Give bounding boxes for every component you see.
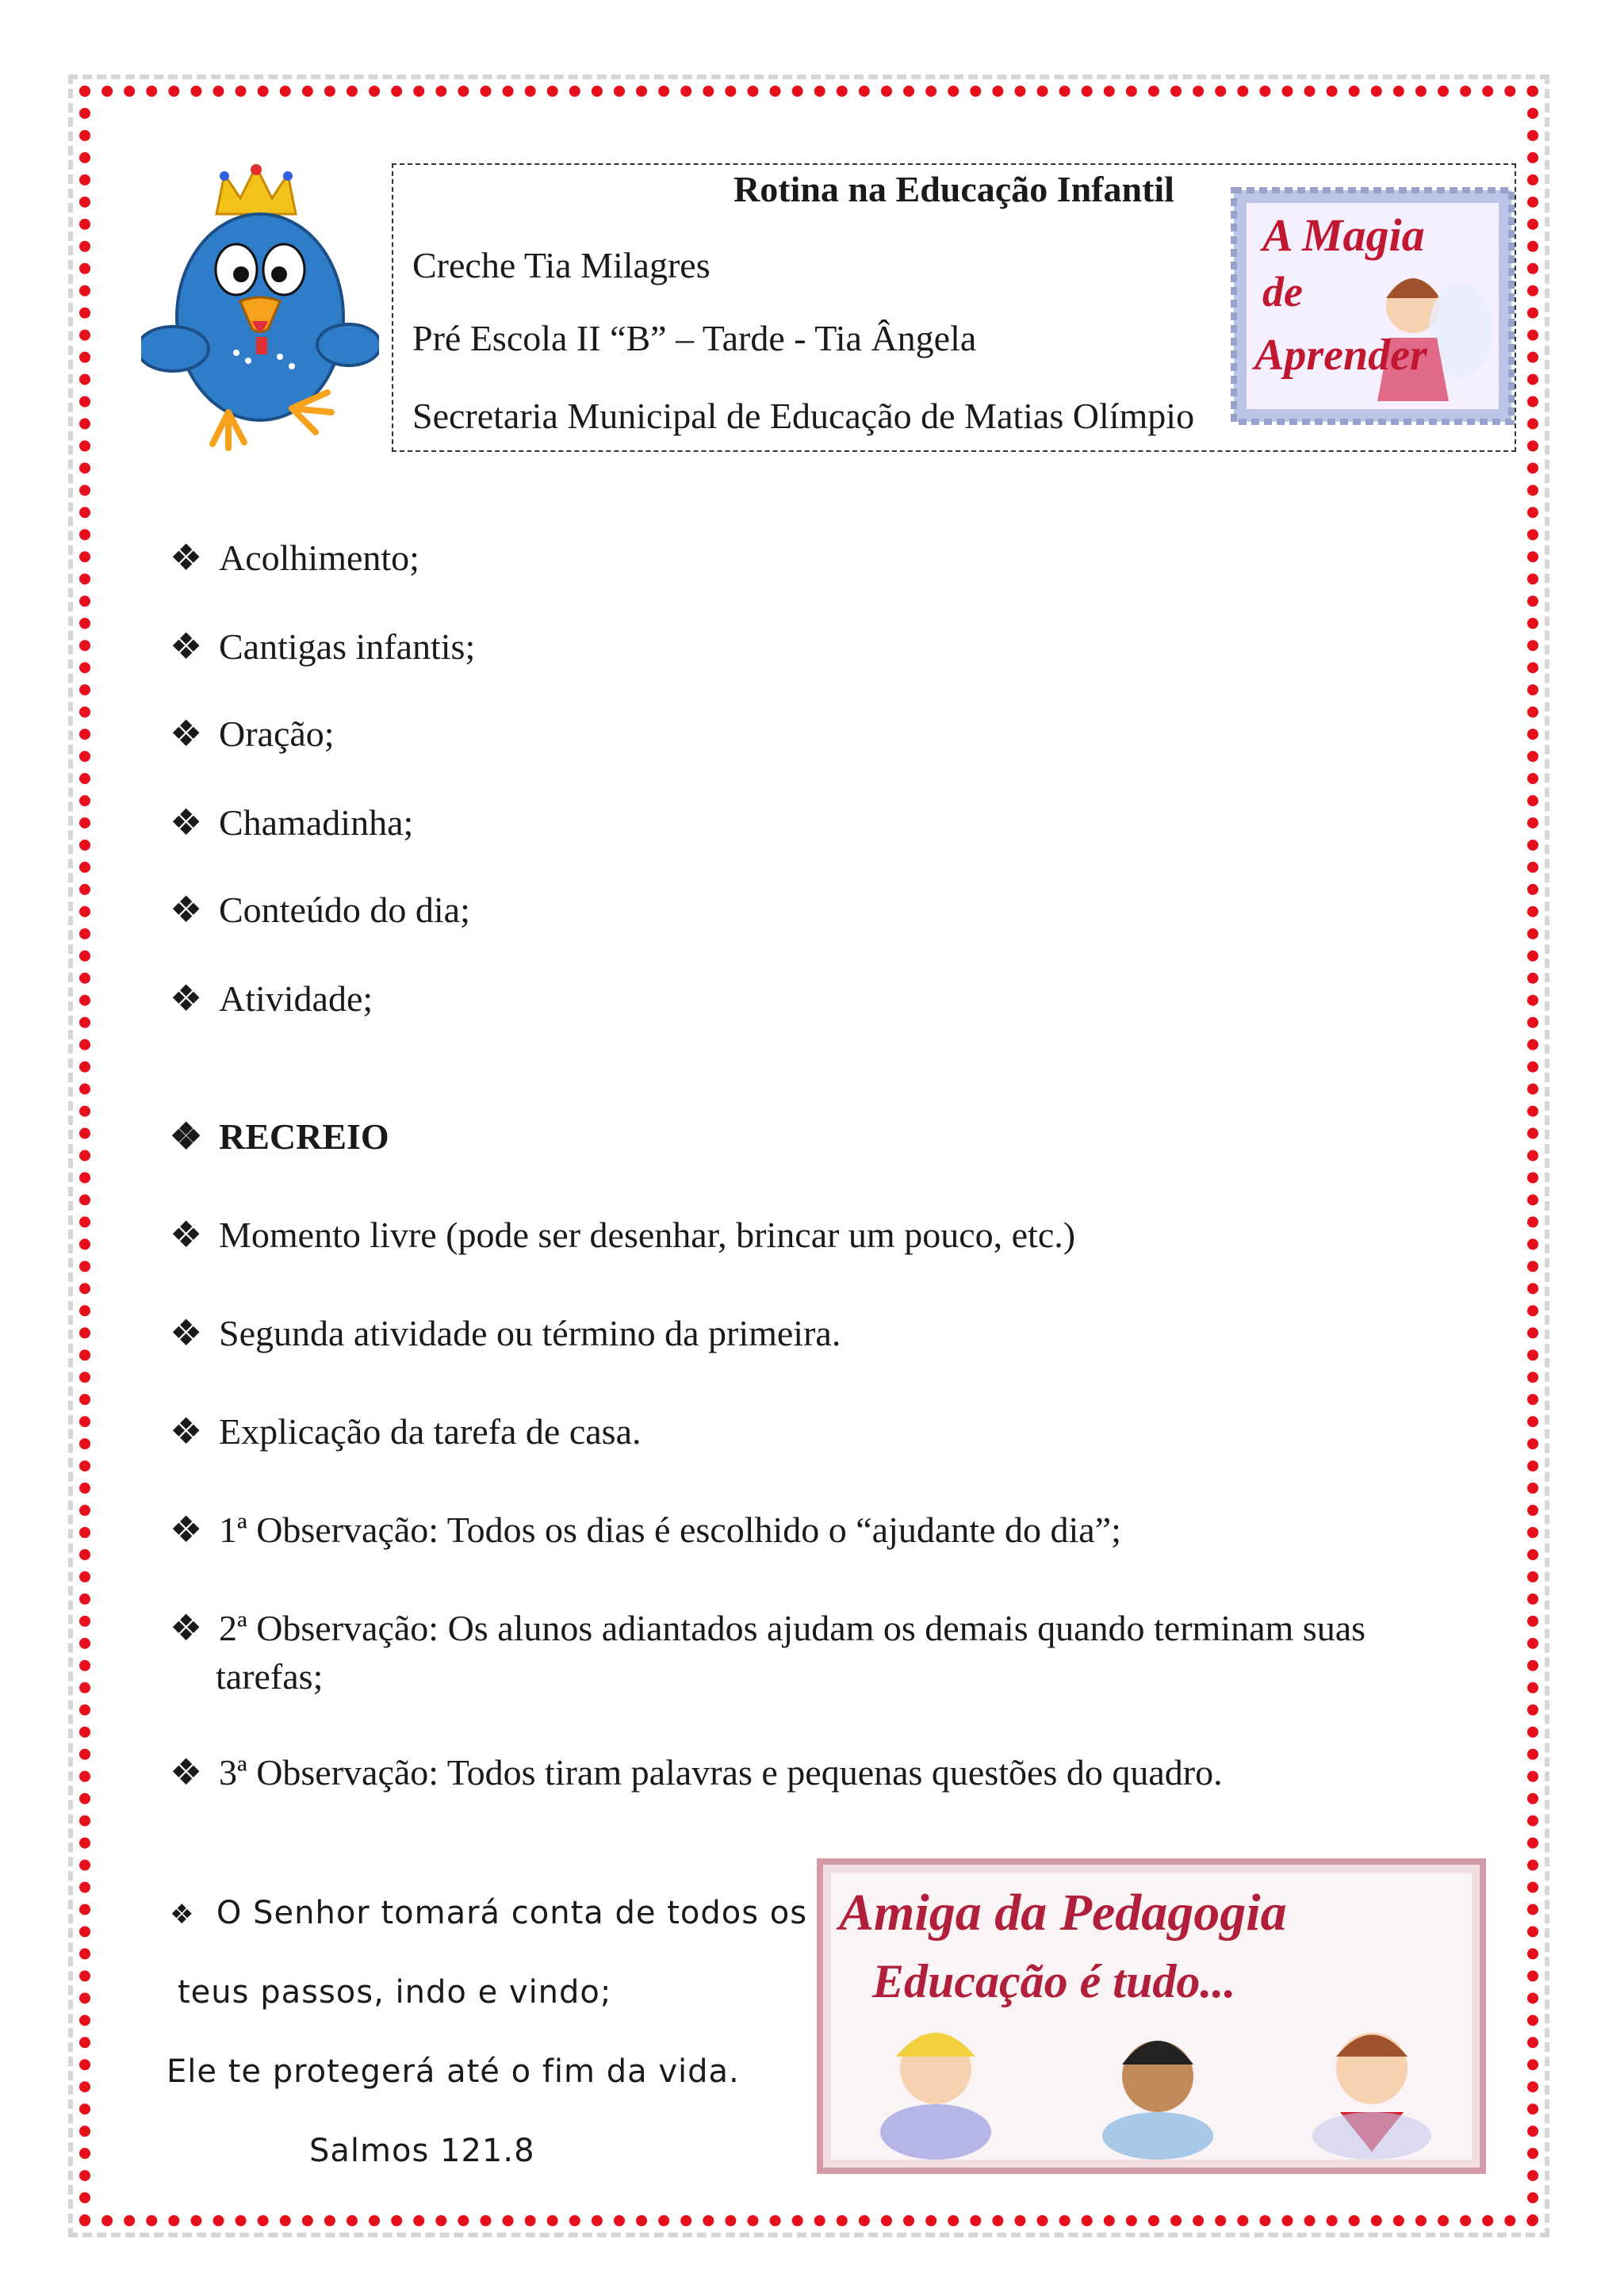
amiga-title-text: Amiga da Pedagogia xyxy=(839,1884,1287,1942)
diamond-bullet-icon: ❖ xyxy=(170,1510,203,1550)
svg-text:Educação é tudo...: Educação é tudo... xyxy=(872,1955,1236,2007)
diamond-bullet-icon: ❖ xyxy=(170,1899,195,1931)
diamond-bullet-icon: ❖ xyxy=(170,1215,203,1255)
diamond-bullet-icon: ❖ xyxy=(170,714,203,754)
list-item: ❖ Atividade; xyxy=(170,978,373,1019)
magia-de-aprender-logo xyxy=(1231,187,1515,425)
list-item: ❖ Momento livre (pode ser desenhar, brincar um pouco, etc.) xyxy=(170,1215,1076,1255)
diamond-bullet-icon: ❖ xyxy=(170,978,203,1019)
verse-line-1: ❖ O Senhor tomará conta de todos os xyxy=(170,1895,808,1931)
list-item: ❖ Acolhimento; xyxy=(170,538,419,578)
list-item: ❖ Explicação da tarefa de casa. xyxy=(170,1411,642,1452)
list-item: ❖ 3ª Observação: Todos tiram palavras e pequenas questões do quadro. xyxy=(170,1752,1223,1793)
diamond-bullet-icon: ❖ xyxy=(170,1116,203,1157)
diamond-bullet-icon: ❖ xyxy=(170,1752,203,1793)
list-item: ❖ Oração; xyxy=(170,714,335,754)
list-item: ❖ 2ª Observação: Os alunos adiantados ajudam os demais quando terminam suas xyxy=(170,1608,1366,1648)
chick-mascot-illustration xyxy=(141,159,379,460)
diamond-bullet-icon: ❖ xyxy=(170,1411,203,1452)
list-item: ❖ Conteúdo do dia; xyxy=(170,890,470,930)
amiga-da-pedagogia-logo xyxy=(817,1858,1486,2174)
diamond-bullet-icon: ❖ xyxy=(170,802,203,843)
list-item: ❖ Segunda atividade ou término da primeira. xyxy=(170,1313,841,1353)
magia-title-text: A Magia xyxy=(1262,209,1425,261)
list-item: ❖ Chamadinha; xyxy=(170,802,414,843)
list-item-continuation: tarefas; xyxy=(216,1656,324,1697)
verse-line-3: Ele te protegerá até o fim da vida. xyxy=(167,2053,740,2090)
school-name: Creche Tia Milagres xyxy=(412,245,710,285)
list-item-recreio: ❖ RECREIO xyxy=(170,1116,389,1157)
verse-line-2: teus passos, indo e vindo; xyxy=(178,1974,612,2011)
diamond-bullet-icon: ❖ xyxy=(170,1313,203,1353)
diamond-bullet-icon: ❖ xyxy=(170,1608,203,1648)
svg-text:Aprender: Aprender xyxy=(1254,331,1427,380)
secretariat-name: Secretaria Municipal de Educação de Matias Olímpio xyxy=(412,396,1195,436)
svg-text:de: de xyxy=(1262,268,1303,316)
diamond-bullet-icon: ❖ xyxy=(170,890,203,930)
class-info: Pré Escola II “B” – Tarde - Tia Ângela xyxy=(412,318,977,358)
list-item: ❖ 1ª Observação: Todos os dias é escolhido o “ajudante do dia”; xyxy=(170,1510,1121,1550)
diamond-bullet-icon: ❖ xyxy=(170,538,203,578)
verse-reference: Salmos 121.8 xyxy=(309,2133,535,2169)
list-item: ❖ Cantigas infantis; xyxy=(170,626,476,667)
page-title: Rotina na Educação Infantil xyxy=(733,169,1174,209)
diamond-bullet-icon: ❖ xyxy=(170,626,203,667)
